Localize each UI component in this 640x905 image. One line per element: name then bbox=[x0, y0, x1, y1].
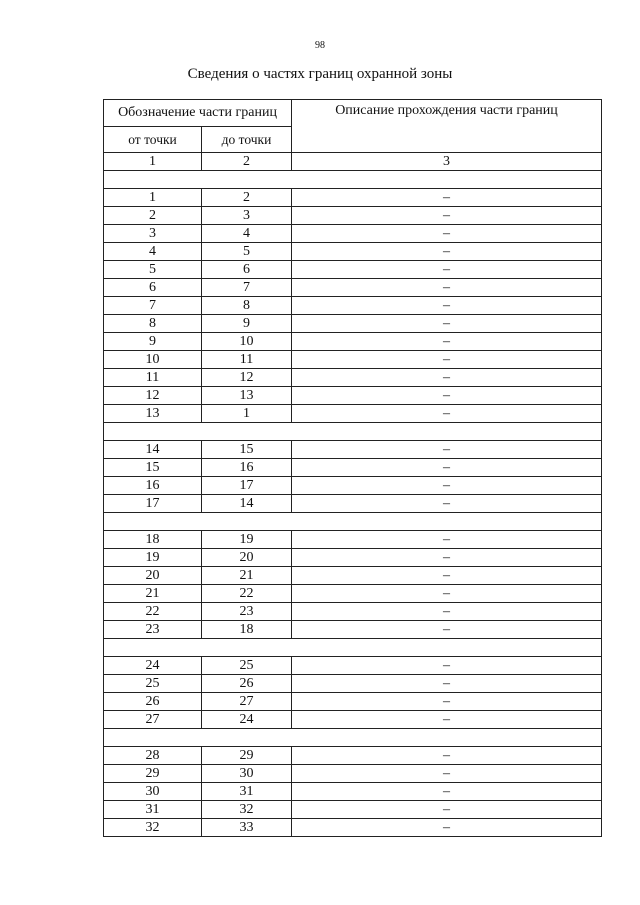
table-row bbox=[104, 585, 602, 603]
description-cell: – bbox=[292, 297, 602, 315]
table-body bbox=[104, 153, 602, 837]
column-number: 2 bbox=[202, 153, 292, 171]
group-separator bbox=[104, 729, 602, 747]
table-row bbox=[104, 351, 602, 369]
table-row bbox=[104, 693, 602, 711]
table-row bbox=[104, 621, 602, 639]
to-point-cell: 10 bbox=[202, 333, 292, 351]
page-number: 98 bbox=[315, 40, 325, 51]
group-separator bbox=[104, 423, 602, 441]
from-point-cell: 26 bbox=[104, 693, 202, 711]
description-cell: – bbox=[292, 261, 602, 279]
from-point-cell: 27 bbox=[104, 711, 202, 729]
description-cell: – bbox=[292, 585, 602, 603]
table-row bbox=[104, 675, 602, 693]
description-cell: – bbox=[292, 603, 602, 621]
header-from-point: от точки bbox=[104, 127, 202, 153]
to-point-cell: 9 bbox=[202, 315, 292, 333]
from-point-cell: 23 bbox=[104, 621, 202, 639]
description-cell: – bbox=[292, 351, 602, 369]
from-point-cell: 11 bbox=[104, 369, 202, 387]
table-row bbox=[104, 405, 602, 423]
from-point-cell: 9 bbox=[104, 333, 202, 351]
to-point-cell: 26 bbox=[202, 675, 292, 693]
from-point-cell: 8 bbox=[104, 315, 202, 333]
to-point-cell: 12 bbox=[202, 369, 292, 387]
table-row bbox=[104, 711, 602, 729]
description-cell: – bbox=[292, 747, 602, 765]
to-point-cell: 31 bbox=[202, 783, 292, 801]
from-point-cell: 21 bbox=[104, 585, 202, 603]
group-separator bbox=[104, 171, 602, 189]
from-point-cell: 6 bbox=[104, 279, 202, 297]
table-row bbox=[104, 207, 602, 225]
description-cell: – bbox=[292, 315, 602, 333]
group-separator bbox=[104, 513, 602, 531]
table-row bbox=[104, 747, 602, 765]
table-row bbox=[104, 369, 602, 387]
column-number: 3 bbox=[292, 153, 602, 171]
from-point-cell: 25 bbox=[104, 675, 202, 693]
from-point-cell: 32 bbox=[104, 819, 202, 837]
description-cell: – bbox=[292, 783, 602, 801]
to-point-cell: 14 bbox=[202, 495, 292, 513]
description-cell: – bbox=[292, 189, 602, 207]
description-cell: – bbox=[292, 495, 602, 513]
to-point-cell: 15 bbox=[202, 441, 292, 459]
from-point-cell: 7 bbox=[104, 297, 202, 315]
from-point-cell: 15 bbox=[104, 459, 202, 477]
description-cell: – bbox=[292, 459, 602, 477]
table-row bbox=[104, 531, 602, 549]
to-point-cell: 5 bbox=[202, 243, 292, 261]
from-point-cell: 30 bbox=[104, 783, 202, 801]
description-cell: – bbox=[292, 819, 602, 837]
table-row bbox=[104, 567, 602, 585]
to-point-cell: 30 bbox=[202, 765, 292, 783]
table-row bbox=[104, 189, 602, 207]
description-cell: – bbox=[292, 621, 602, 639]
description-cell: – bbox=[292, 801, 602, 819]
table-row bbox=[104, 315, 602, 333]
description-cell: – bbox=[292, 441, 602, 459]
description-cell: – bbox=[292, 333, 602, 351]
from-point-cell: 10 bbox=[104, 351, 202, 369]
to-point-cell: 24 bbox=[202, 711, 292, 729]
to-point-cell: 6 bbox=[202, 261, 292, 279]
to-point-cell: 1 bbox=[202, 405, 292, 423]
from-point-cell: 12 bbox=[104, 387, 202, 405]
from-point-cell: 24 bbox=[104, 657, 202, 675]
header-to-point: до точки bbox=[202, 127, 292, 153]
column-numbers-row bbox=[104, 153, 602, 171]
to-point-cell: 17 bbox=[202, 477, 292, 495]
from-point-cell: 17 bbox=[104, 495, 202, 513]
from-point-cell: 2 bbox=[104, 207, 202, 225]
table-row bbox=[104, 459, 602, 477]
header-designation: Обозначение части границ bbox=[104, 100, 292, 127]
group-separator-row bbox=[104, 423, 602, 441]
document-title: Сведения о частях границ охранной зоны bbox=[187, 66, 453, 82]
from-point-cell: 5 bbox=[104, 261, 202, 279]
description-cell: – bbox=[292, 567, 602, 585]
from-point-cell: 19 bbox=[104, 549, 202, 567]
table-row bbox=[104, 261, 602, 279]
from-point-cell: 16 bbox=[104, 477, 202, 495]
from-point-cell: 13 bbox=[104, 405, 202, 423]
to-point-cell: 13 bbox=[202, 387, 292, 405]
table-row bbox=[104, 657, 602, 675]
group-separator-row bbox=[104, 729, 602, 747]
from-point-cell: 14 bbox=[104, 441, 202, 459]
description-cell: – bbox=[292, 477, 602, 495]
description-cell: – bbox=[292, 549, 602, 567]
description-cell: – bbox=[292, 243, 602, 261]
to-point-cell: 4 bbox=[202, 225, 292, 243]
description-cell: – bbox=[292, 225, 602, 243]
from-point-cell: 28 bbox=[104, 747, 202, 765]
to-point-cell: 22 bbox=[202, 585, 292, 603]
from-point-cell: 22 bbox=[104, 603, 202, 621]
group-separator bbox=[104, 639, 602, 657]
column-number: 1 bbox=[104, 153, 202, 171]
description-cell: – bbox=[292, 693, 602, 711]
to-point-cell: 21 bbox=[202, 567, 292, 585]
to-point-cell: 20 bbox=[202, 549, 292, 567]
from-point-cell: 4 bbox=[104, 243, 202, 261]
from-point-cell: 31 bbox=[104, 801, 202, 819]
from-point-cell: 1 bbox=[104, 189, 202, 207]
table-row bbox=[104, 819, 602, 837]
table-row bbox=[104, 783, 602, 801]
to-point-cell: 3 bbox=[202, 207, 292, 225]
to-point-cell: 29 bbox=[202, 747, 292, 765]
table-row bbox=[104, 387, 602, 405]
table-row bbox=[104, 297, 602, 315]
header-description: Описание прохождения части границ bbox=[292, 100, 602, 153]
table-row bbox=[104, 243, 602, 261]
description-cell: – bbox=[292, 765, 602, 783]
table-row bbox=[104, 603, 602, 621]
table-row bbox=[104, 495, 602, 513]
from-point-cell: 29 bbox=[104, 765, 202, 783]
description-cell: – bbox=[292, 531, 602, 549]
from-point-cell: 18 bbox=[104, 531, 202, 549]
to-point-cell: 19 bbox=[202, 531, 292, 549]
description-cell: – bbox=[292, 387, 602, 405]
from-point-cell: 3 bbox=[104, 225, 202, 243]
table-row bbox=[104, 801, 602, 819]
table-row bbox=[104, 441, 602, 459]
to-point-cell: 8 bbox=[202, 297, 292, 315]
to-point-cell: 16 bbox=[202, 459, 292, 477]
description-cell: – bbox=[292, 405, 602, 423]
to-point-cell: 11 bbox=[202, 351, 292, 369]
to-point-cell: 2 bbox=[202, 189, 292, 207]
table-row bbox=[104, 549, 602, 567]
to-point-cell: 25 bbox=[202, 657, 292, 675]
description-cell: – bbox=[292, 369, 602, 387]
table-row bbox=[104, 279, 602, 297]
group-separator-row bbox=[104, 171, 602, 189]
table-row bbox=[104, 333, 602, 351]
to-point-cell: 7 bbox=[202, 279, 292, 297]
description-cell: – bbox=[292, 207, 602, 225]
to-point-cell: 27 bbox=[202, 693, 292, 711]
description-cell: – bbox=[292, 675, 602, 693]
table-row bbox=[104, 225, 602, 243]
table-row bbox=[104, 477, 602, 495]
description-cell: – bbox=[292, 279, 602, 297]
group-separator-row bbox=[104, 513, 602, 531]
description-cell: – bbox=[292, 657, 602, 675]
group-separator-row bbox=[104, 639, 602, 657]
to-point-cell: 23 bbox=[202, 603, 292, 621]
from-point-cell: 20 bbox=[104, 567, 202, 585]
to-point-cell: 33 bbox=[202, 819, 292, 837]
boundary-parts-table bbox=[103, 99, 602, 837]
to-point-cell: 18 bbox=[202, 621, 292, 639]
table-row bbox=[104, 765, 602, 783]
description-cell: – bbox=[292, 711, 602, 729]
to-point-cell: 32 bbox=[202, 801, 292, 819]
